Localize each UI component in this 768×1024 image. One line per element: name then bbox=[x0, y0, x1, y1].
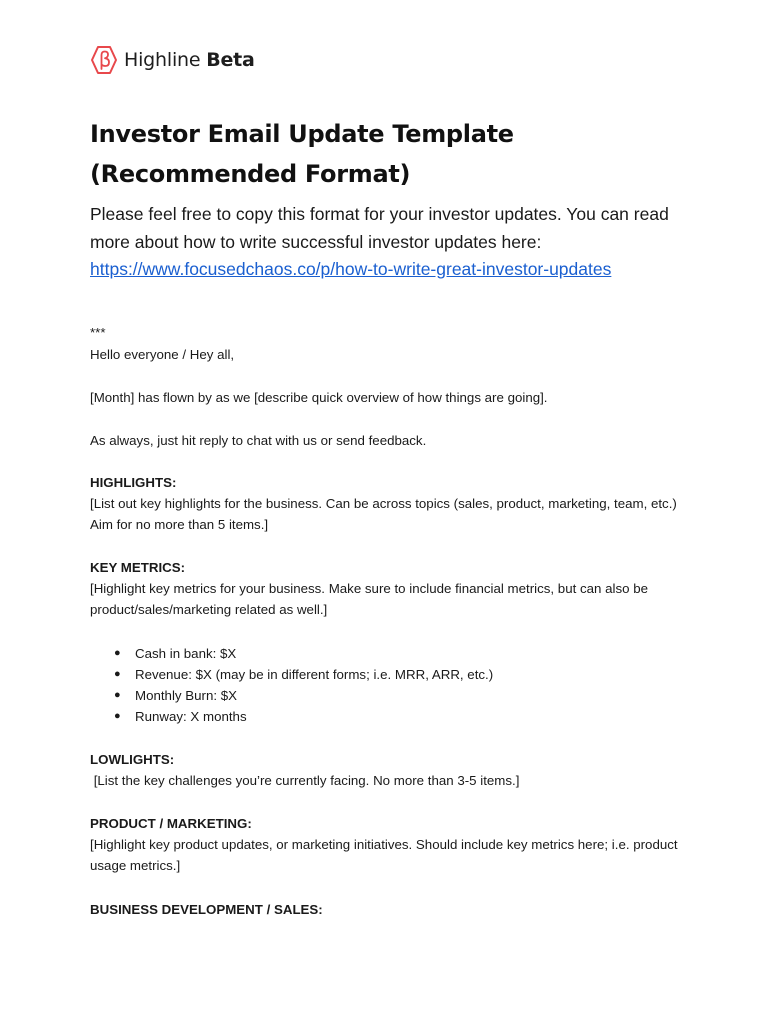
lowlights-body: [List the key challenges you’re currently facing. No more than 3-5 items.] bbox=[90, 773, 520, 788]
brand-name-part2: Beta bbox=[206, 49, 255, 71]
product-marketing-section bbox=[90, 813, 690, 876]
brand-name bbox=[124, 49, 255, 71]
highlights-heading: HIGHLIGHTS: bbox=[90, 475, 177, 490]
highlights-section bbox=[90, 472, 690, 535]
bullet-icon: ● bbox=[114, 668, 121, 680]
bullet-icon: ● bbox=[114, 647, 121, 659]
metric-revenue: Revenue: $X (may be in different forms; i.e. MRR, ARR, etc.) bbox=[135, 667, 494, 682]
list-item bbox=[90, 643, 690, 664]
key-metrics-body: [Highlight key metrics for your business. Make sure to include financial metrics, but can also be product/sales/marketing related as well.] bbox=[90, 581, 648, 617]
highline-beta-logo-icon bbox=[90, 44, 118, 76]
metric-runway: Runway: X months bbox=[135, 709, 247, 724]
bullet-icon: ● bbox=[114, 689, 121, 701]
highlights-body: [List out key highlights for the business. Can be across topics (sales, product, marketing, team, etc.) Aim for no more than 5 items.] bbox=[90, 496, 677, 532]
reply-line: As always, just hit reply to chat with us or send feedback. bbox=[90, 433, 427, 448]
overview-line: [Month] has flown by as we [describe quick overview of how things are going]. bbox=[90, 390, 548, 405]
metric-burn: Monthly Burn: $X bbox=[135, 688, 237, 703]
investor-updates-link[interactable]: https://www.focusedchaos.co/p/how-to-write-great-investor-updates bbox=[90, 259, 612, 279]
bizdev-heading: BUSINESS DEVELOPMENT / SALES: bbox=[90, 902, 323, 917]
product-marketing-heading: PRODUCT / MARKETING: bbox=[90, 816, 252, 831]
lowlights-heading: LOWLIGHTS: bbox=[90, 752, 175, 767]
key-metrics-heading: KEY METRICS: bbox=[90, 560, 186, 575]
intro-text: Please feel free to copy this format for your investor updates. You can read more about how to write successful investor updates here: bbox=[90, 204, 669, 252]
lowlights-section bbox=[90, 749, 690, 791]
list-item bbox=[90, 706, 690, 727]
product-marketing-body: [Highlight key product updates, or marketing initiatives. Should include key metrics here; i.e. product usage metrics.] bbox=[90, 837, 678, 873]
key-metrics-section bbox=[90, 557, 690, 620]
bizdev-section bbox=[90, 899, 690, 920]
page-title: Investor Email Update Template (Recommended Format) bbox=[90, 120, 514, 188]
brand-logo bbox=[90, 44, 255, 76]
list-item bbox=[90, 685, 690, 706]
intro-paragraph bbox=[90, 201, 710, 284]
brand-name-part1: Highline bbox=[124, 49, 207, 71]
metric-cash: Cash in bank: $X bbox=[135, 646, 237, 661]
separator: *** bbox=[90, 325, 106, 340]
bullet-icon: ● bbox=[114, 710, 121, 722]
greeting: Hello everyone / Hey all, bbox=[90, 347, 235, 362]
key-metrics-list bbox=[90, 643, 690, 727]
list-item bbox=[90, 664, 690, 685]
